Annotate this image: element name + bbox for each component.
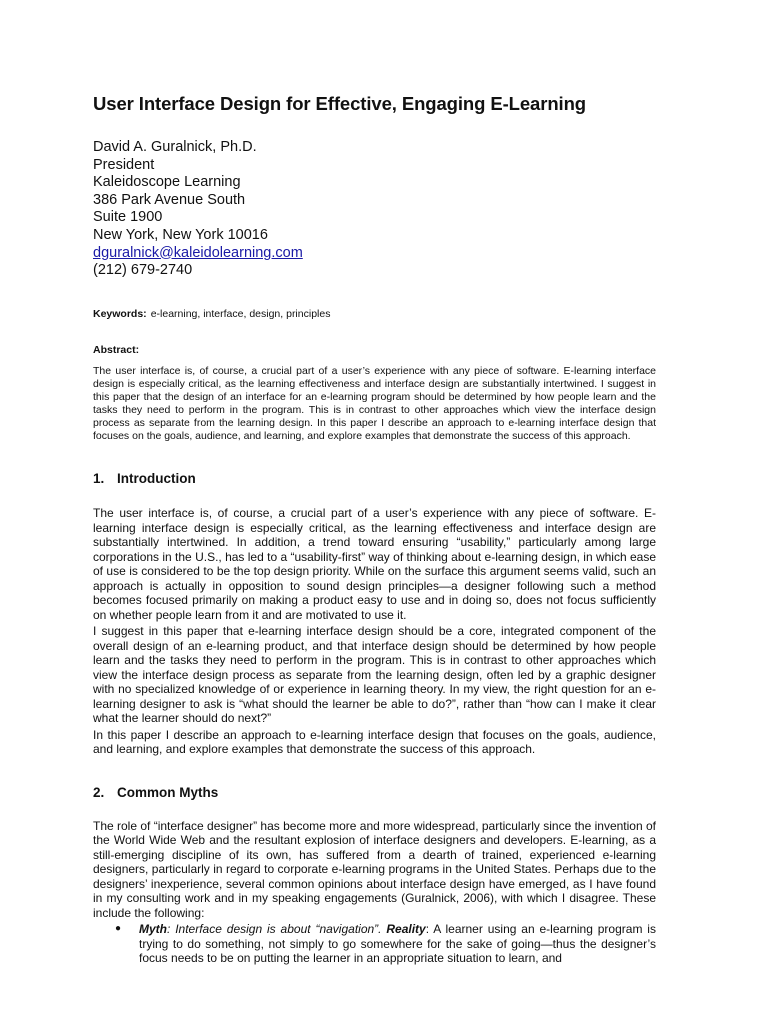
- author-email-link[interactable]: dguralnick@kaleidolearning.com: [93, 244, 303, 261]
- author-name: David A. Guralnick, Ph.D.: [93, 139, 257, 155]
- author-block: [93, 139, 656, 280]
- bullet-icon: ●: [115, 923, 122, 935]
- section-number: 1.: [93, 471, 105, 487]
- author-address-line-2: Suite 1900: [93, 209, 163, 226]
- myths-paragraph-1: The role of “interface designer” has become more and more widespread, particularly since the invention of the World Wide Web and the resultant explosion of interface designers and developers. E-learning, as a still-emerging discipline of its own, has suffered from a dearth of trained, experienced e-learning designers, particularly in regard to corporate e-learning programs in the United States. Perhaps due to the designers’ inexperience, several common opinions about interface design have emerged, as I have found in my consulting work and in my speaking engagements (Guralnick, 2006), with which I disagree. These include the following:: [93, 818, 656, 920]
- section-heading-introduction: [93, 471, 656, 487]
- myth-label: Myth: [139, 922, 167, 937]
- reality-label: Reality: [386, 922, 426, 937]
- myths-list: [93, 922, 656, 966]
- author-position: President: [93, 156, 155, 173]
- reality-text: : A learner using an e-learning program is trying to do something, not simply to go somewhere for the sake of going—thus the designer’s focus needs to be on putting the learner in an appropriate situation to learn, and: [139, 922, 656, 966]
- section-title: Common Myths: [117, 784, 219, 800]
- myth-text: : Interface design is about “navigation”.: [167, 922, 382, 937]
- section-title: Introduction: [117, 471, 196, 487]
- author-address-line-1: 386 Park Avenue South: [93, 191, 246, 208]
- section-heading-common-myths: [93, 785, 656, 801]
- author-organization: Kaleidoscope Learning: [93, 174, 241, 191]
- abstract-text: The user interface is, of course, a crucial part of a user’s experience with any piece of software. E-learning interface design is especially critical, as the learning effectiveness and interface design are substantially intertwined. I suggest in this paper that the design of an interface for an e-learning program should be determined by how people learn and the tasks they need to perform in the program. This is in contrast to other approaches which view the interface design process as separate from the learning design. In this paper I describe an approach to e-learning interface design that focuses on the goals, audience, and learning, and explore examples that demonstrate the success of this approach.: [93, 364, 656, 443]
- paper-title: User Interface Design for Effective, Engaging E-Learning: [93, 93, 586, 114]
- author-phone: (212) 679-2740: [93, 262, 193, 279]
- section-number: 2.: [93, 784, 105, 800]
- intro-paragraph-3: In this paper I describe an approach to e-learning interface design that focuses on the goals, audience, and learning, and explore examples that demonstrate the success of this approach.: [93, 727, 656, 757]
- keywords-value: e-learning, interface, design, principles: [150, 307, 331, 320]
- keywords-line: [93, 308, 656, 321]
- keywords-label: Keywords:: [93, 307, 147, 320]
- author-city: New York, New York 10016: [93, 226, 268, 243]
- intro-paragraph-1: The user interface is, of course, a crucial part of a user’s experience with any piece of software. E-learning interface design is especially critical, as the learning effectiveness and interface design are substantially intertwined. In addition, a trend toward ensuring “usability,” particularly among large corporations in the U.S., has led to a “usability-first” way of thinking about e-learning design, in which ease of use is considered to be the top design priority. While on the surface this argument seems valid, such an approach is actually in opposition to sound design principles—a designer following such a method becomes focused primarily on making a product easy to use and in doing so, does not focus sufficiently on whether people learn from it and are motivated to use it.: [93, 506, 656, 622]
- list-item: [93, 922, 656, 966]
- abstract-heading: Abstract:: [93, 343, 140, 356]
- intro-paragraph-2: I suggest in this paper that e-learning interface design should be a core, integrated component of the overall design of an e-learning product, and that interface design should be determined by how people learn and the tasks they need to perform in the program. This is in contrast to other approaches which view the interface design process as separate from the learning design, often led by a graphic designer with no specialized knowledge of or experience in learning theory. In my view, the right question for an e-learning designer to ask is “what should the learner be able to do?”, rather than “how can I make it clear what the learner should do next?”: [93, 624, 656, 726]
